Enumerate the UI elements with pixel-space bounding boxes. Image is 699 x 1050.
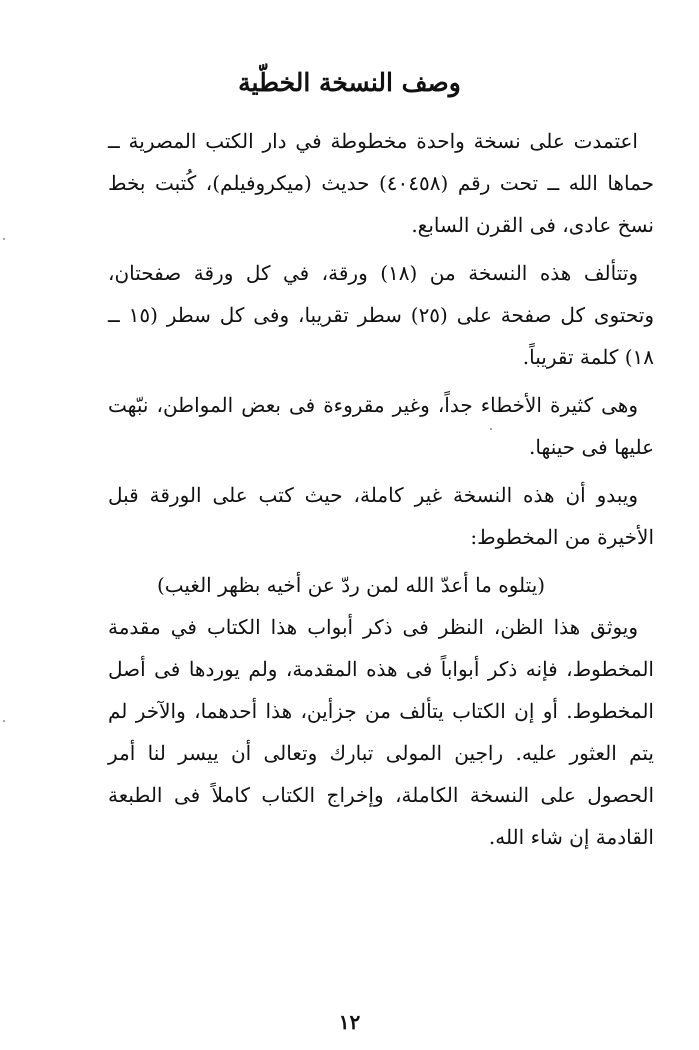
scan-speck <box>3 238 5 240</box>
paragraph-manuscript-size <box>108 252 654 378</box>
page-title: وصف النسخة الخطّية <box>238 68 461 97</box>
paragraph-manuscript-source <box>108 120 654 246</box>
scan-speck <box>490 428 492 430</box>
page-number: ١٢ <box>338 1010 361 1034</box>
paragraph-manuscript-errors <box>108 384 654 468</box>
body-text <box>108 120 654 864</box>
paragraph-text: ويوثق هذا الظن، النظر فى ذكر أبواب هذا الكتاب في مقدمة المخطوط، فإنه ذكر أبواباً فى هذه المقدمة، ولم يوردها فى أصل المخطوط. أو إن الكتاب يتألف من جزأين، هذا أحدهما، والآخر لم يتم العثور عليه. راجين المولى تبارك وتعالى أن ييسر لنا أمر الحصول على النسخة الكاملة، وإخراج الكتاب كاملاً فى الطبعة القادمة إن شاء الله. <box>108 615 654 849</box>
quoted-manuscript-line: (يتلوه ما أعدّ الله لمن ردّ عن أخيه بظهر الغيب) <box>156 573 546 597</box>
paragraph-manuscript-incomplete <box>108 474 654 558</box>
paragraph-closing <box>108 606 654 858</box>
paragraph-text: وتتألف هذه النسخة من (١٨) ورقة، في كل ورقة صفحتان، وتحتوى كل صفحة على (٢٥) سطر تقريبا، وفى كل سطر (١٥ ــ ١٨) كلمة تقريباً. <box>108 261 655 369</box>
paragraph-text: وهى كثيرة الأخطاء جداً، وغير مقروءة فى بعض المواطن، نبّهت عليها فى حينها. <box>108 393 654 459</box>
paragraph-text: اعتمدت على نسخة واحدة مخطوطة في دار الكتب المصرية ــ حماها الله ــ تحت رقم (٤٠٤٥٨) حديث (ميكروفيلم)، كُتبت بخط نسخ عادى، فى القرن السابع. <box>108 129 654 237</box>
scan-speck <box>3 720 5 722</box>
paragraph-text: ويبدو أن هذه النسخة غير كاملة، حيث كتب على الورقة قبل الأخيرة من المخطوط: <box>108 483 654 549</box>
